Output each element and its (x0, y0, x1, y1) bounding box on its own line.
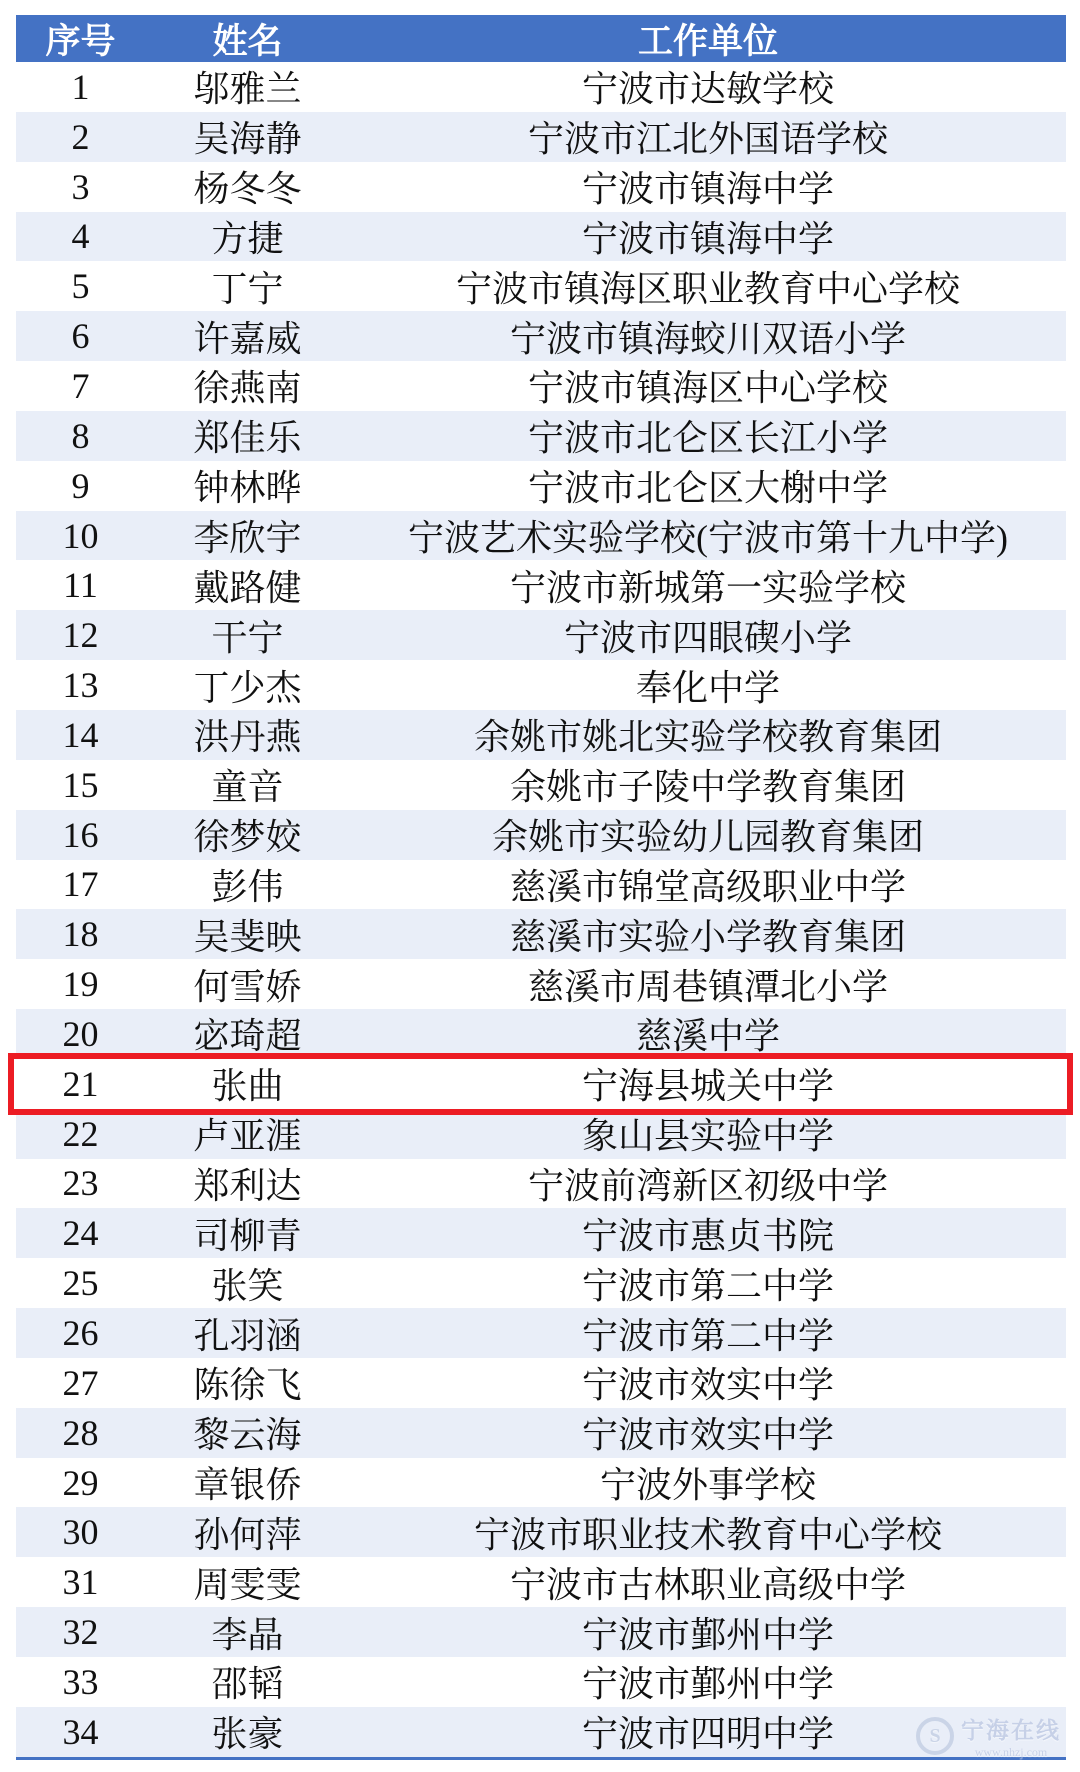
cell-unit: 奉化中学 (635, 667, 780, 708)
cell-name: 戴路健 (193, 567, 302, 608)
cell-name: 何雪娇 (193, 966, 302, 1007)
cell-unit: 慈溪市锦堂高级职业中学 (509, 866, 906, 907)
cell-name: 卢亚涯 (193, 1116, 302, 1157)
cell-name: 彭伟 (211, 866, 284, 907)
cell-name: 张曲 (211, 1066, 284, 1107)
table-row (16, 610, 1066, 660)
cell-unit: 宁波市达敏学校 (581, 69, 834, 110)
cell-unit: 宁波市第二中学 (581, 1265, 834, 1306)
cell-name: 杨冬冬 (193, 169, 302, 210)
cell-name: 黎云海 (193, 1415, 302, 1456)
table-row (16, 1109, 1066, 1159)
cell-unit: 宁波艺术实验学校(宁波市第十九中学) (408, 518, 1008, 559)
cell-index: 19 (62, 964, 99, 1005)
cell-index: 31 (62, 1562, 99, 1603)
cell-index: 34 (62, 1711, 99, 1752)
watermark-title: 宁海在线 (961, 1718, 1061, 1743)
cell-index: 13 (62, 665, 99, 706)
cell-index: 15 (62, 764, 99, 805)
cell-unit: 宁波市职业技术教育中心学校 (473, 1514, 942, 1555)
table-row (16, 1358, 1066, 1408)
table-row (16, 1308, 1066, 1358)
table-row (16, 1557, 1066, 1607)
cell-index: 12 (62, 615, 99, 656)
table-row (16, 212, 1066, 262)
cell-index: 2 (71, 116, 90, 157)
cell-unit: 宁波市镇海中学 (581, 218, 834, 259)
cell-unit: 宁波市四明中学 (581, 1714, 834, 1755)
cell-name: 李欣宇 (193, 518, 302, 559)
cell-name: 郑佳乐 (193, 418, 302, 459)
table-row (16, 411, 1066, 461)
cell-unit: 慈溪市实验小学教育集团 (509, 916, 906, 957)
cell-unit: 宁波市效实中学 (581, 1365, 834, 1406)
cell-name: 丁宁 (211, 268, 284, 309)
cell-name: 陈徐飞 (193, 1365, 302, 1406)
cell-name: 李晶 (211, 1614, 284, 1655)
table-row (16, 1408, 1066, 1458)
table-row (16, 311, 1066, 361)
cell-name: 方捷 (211, 218, 284, 259)
cell-unit: 慈溪市周巷镇潭北小学 (527, 966, 888, 1007)
watermark (916, 1710, 1072, 1762)
cell-unit: 宁波外事学校 (599, 1465, 816, 1506)
cell-index: 8 (71, 415, 90, 456)
table-row (16, 1607, 1066, 1657)
table-row (16, 1707, 1066, 1757)
table-row (16, 1208, 1066, 1258)
cell-index: 26 (62, 1313, 99, 1354)
col-header-index: 序号 (45, 21, 116, 61)
cell-unit: 宁波市镇海中学 (581, 169, 834, 210)
cell-name: 钟林晔 (193, 468, 302, 509)
cell-unit: 宁波市北仑区长江小学 (527, 418, 888, 459)
cell-index: 28 (62, 1412, 99, 1453)
cell-index: 33 (62, 1661, 99, 1702)
cell-name: 丁少杰 (193, 667, 302, 708)
table-row (16, 461, 1066, 511)
table-row (16, 1458, 1066, 1508)
cell-index: 5 (71, 266, 90, 307)
table-row (16, 112, 1066, 162)
cell-unit: 宁波市惠贞书院 (581, 1215, 834, 1256)
awardees-table (16, 15, 1066, 1760)
cell-index: 1 (71, 66, 90, 107)
table-row (16, 560, 1066, 610)
col-header-name: 姓名 (212, 21, 283, 61)
cell-index: 27 (62, 1362, 99, 1403)
cell-index: 25 (62, 1263, 99, 1304)
cell-index: 23 (62, 1163, 99, 1204)
cell-unit: 余姚市子陵中学教育集团 (509, 767, 906, 808)
table-row (16, 261, 1066, 311)
cell-unit: 象山县实验中学 (581, 1116, 834, 1157)
cell-unit: 宁波市效实中学 (581, 1415, 834, 1456)
cell-unit: 宁波市鄞州中学 (581, 1614, 834, 1655)
watermark-url: www.nhzj.com (974, 1745, 1048, 1759)
table-row (16, 162, 1066, 212)
cell-name: 徐梦姣 (193, 817, 302, 858)
table-row (16, 62, 1066, 112)
cell-index: 3 (71, 166, 90, 207)
table-row (16, 1258, 1066, 1308)
table-row (16, 909, 1066, 959)
table-row (16, 1009, 1066, 1059)
cell-index: 7 (71, 365, 90, 406)
table-row (16, 959, 1066, 1009)
cell-name: 邵韬 (211, 1664, 284, 1705)
table-row (16, 1507, 1066, 1557)
cell-index: 30 (62, 1512, 99, 1553)
table-body (16, 62, 1066, 1757)
cell-name: 张笑 (211, 1265, 284, 1306)
table-row (16, 511, 1066, 561)
table-row (16, 361, 1066, 411)
ninghai-online-logo-icon: S (916, 1717, 954, 1755)
cell-unit: 宁波市镇海区中心学校 (527, 368, 888, 409)
cell-name: 周雯雯 (193, 1564, 302, 1605)
cell-name: 章银侨 (193, 1465, 302, 1506)
cell-unit: 宁波市北仑区大榭中学 (527, 468, 888, 509)
cell-index: 29 (62, 1462, 99, 1503)
cell-name: 徐燕南 (193, 368, 302, 409)
cell-unit: 宁波市鄞州中学 (581, 1664, 834, 1705)
table-row (16, 710, 1066, 760)
cell-unit: 宁波市镇海蛟川双语小学 (509, 318, 906, 359)
table-row (16, 660, 1066, 710)
cell-index: 11 (63, 565, 98, 606)
cell-index: 14 (62, 714, 99, 755)
cell-index: 18 (62, 914, 99, 955)
cell-index: 9 (71, 465, 90, 506)
cell-index: 4 (71, 216, 90, 257)
cell-index: 21 (62, 1063, 99, 1104)
cell-index: 22 (62, 1113, 99, 1154)
cell-unit: 宁波前湾新区初级中学 (527, 1165, 888, 1206)
table-row (16, 760, 1066, 810)
cell-unit: 宁波市四眼碶小学 (563, 617, 852, 658)
cell-unit: 宁波市镇海区职业教育中心学校 (455, 268, 960, 309)
table-header-row (16, 15, 1066, 62)
cell-name: 孔羽涵 (193, 1315, 302, 1356)
table-row (16, 1657, 1066, 1707)
table-row (16, 1159, 1066, 1209)
cell-name: 宓琦超 (193, 1016, 302, 1057)
cell-name: 吴海静 (193, 119, 302, 160)
watermark-text (961, 1712, 1061, 1760)
cell-unit: 宁波市新城第一实验学校 (509, 567, 906, 608)
cell-unit: 宁波市第二中学 (581, 1315, 834, 1356)
cell-name: 洪丹燕 (193, 717, 302, 758)
cell-name: 童音 (211, 767, 284, 808)
cell-index: 17 (62, 864, 99, 905)
cell-index: 6 (71, 316, 90, 357)
table-row (16, 860, 1066, 910)
cell-unit: 宁波市江北外国语学校 (527, 119, 888, 160)
cell-name: 孙何萍 (193, 1514, 302, 1555)
cell-unit: 慈溪中学 (635, 1016, 780, 1057)
cell-unit: 余姚市实验幼儿园教育集团 (491, 817, 924, 858)
cell-name: 邬雅兰 (193, 69, 302, 110)
cell-name: 郑利达 (193, 1165, 302, 1206)
highlight-box-row-21 (8, 1053, 1073, 1115)
cell-name: 干宁 (211, 617, 284, 658)
col-header-unit: 工作单位 (637, 21, 778, 61)
cell-unit: 余姚市姚北实验学校教育集团 (473, 717, 942, 758)
cell-index: 32 (62, 1612, 99, 1653)
cell-name: 许嘉威 (193, 318, 302, 359)
cell-index: 24 (62, 1213, 99, 1254)
cell-unit: 宁海县城关中学 (581, 1066, 834, 1107)
cell-index: 20 (62, 1013, 99, 1054)
table-row (16, 810, 1066, 860)
cell-name: 张豪 (211, 1714, 284, 1755)
cell-index: 16 (62, 814, 99, 855)
cell-unit: 宁波市古林职业高级中学 (509, 1564, 906, 1605)
cell-index: 10 (62, 515, 99, 556)
cell-name: 吴斐映 (193, 916, 302, 957)
cell-name: 司柳青 (193, 1215, 302, 1256)
